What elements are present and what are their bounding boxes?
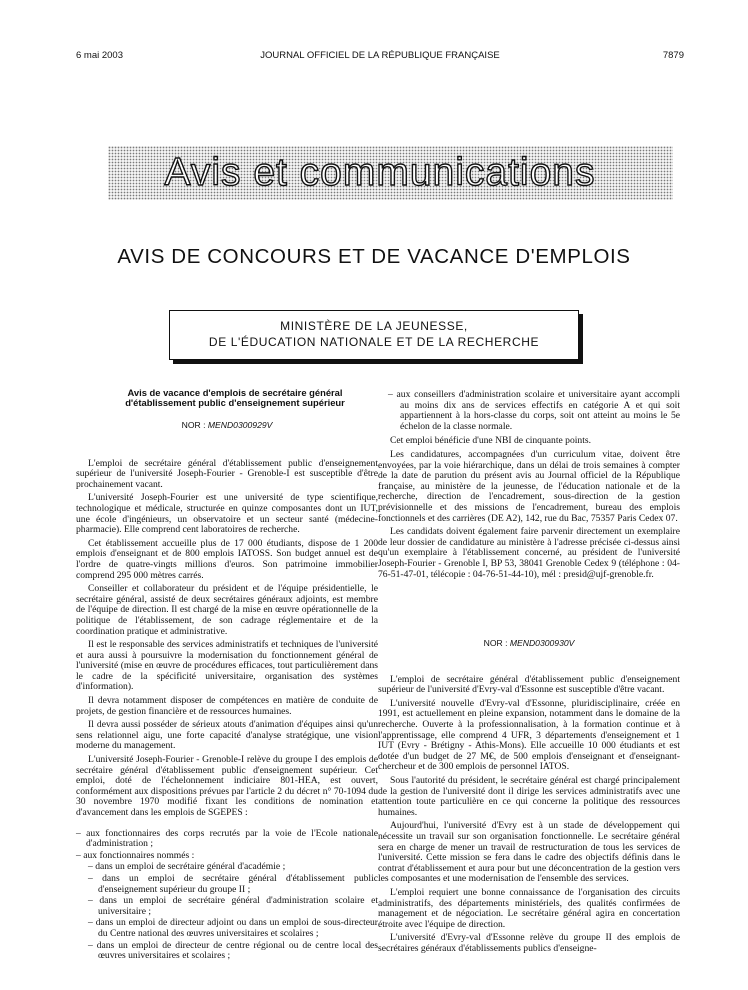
paragraph: Les candidatures, accompagnées d'un curriculum vitae, doivent être envoyées, par la voie hiérarchique, dans un délai de trois semaines à compter de la date de parution du présent avis au Journal officiel de la République française, au ministère de la jeunesse, de l'éducation nationale et de la recherche, direction de l'encadrement, sous-direction de la gestion prévisionnelle et des missions de l'encadrement, bureau des emplois fonctionnels et des carrières (DE A2), 142, rue du Bac, 75357 Paris Cedex 07. [378,448,680,524]
list-item: – aux conseillers d'administration scolaire et universitaire ayant accompli au moins dix ans de services effectifs en catégorie A et qui soit appartiennent à la hors-classe du corps, soit ont atteint au moins le 5e échelon de la classe normale. [388,389,680,432]
ministry-line-1: MINISTÈRE DE LA JEUNESSE, [280,319,468,333]
nor-reference [76,420,378,431]
list-item: – dans un emploi de secrétaire général d'administration scolaire et universitaire ; [88,895,378,917]
nor-reference [378,638,680,649]
article-title [76,388,378,408]
journal-title: JOURNAL OFFICIEL DE LA RÉPUBLIQUE FRANÇAISE [260,50,500,61]
paragraph: L'emploi de secrétaire général d'établissement public d'enseignement supérieur de l'université d'Evry-val d'Essonne est susceptible d'être vacant. [378,673,680,696]
nor-label: NOR : [483,638,508,649]
paragraph: L'université Joseph-Fourier est une université de type scientifique, technologique et médicale, structurée en quinze composantes dont un IUT, une école d'ingénieurs, un observatoire et un secteur santé (médecine-pharmacie). Elle comprend cent laboratoires de recherche. [76,492,378,536]
section-title: AVIS DE CONCOURS ET DE VACANCE D'EMPLOIS [117,245,631,268]
nor-code: MEND0300930V [509,638,575,649]
ministry-line-2: DE L'ÉDUCATION NATIONALE ET DE LA RECHERCHE [208,335,540,349]
article-title-line-1: Avis de vacance d'emplois de secrétaire général [127,387,343,398]
article-title-line-2: d'établissement public d'enseignement supérieur [125,397,345,408]
list-item: – dans un emploi de secrétaire général d'établissement public d'enseignement supérieur du groupe II ; [88,872,378,895]
list-item: – dans un emploi de secrétaire général d'académie ; [88,861,286,873]
paragraph: Sous l'autorité du président, le secrétaire général est chargé principalement de la gestion de l'université dont il dirige les services administratifs avec une attention toute particulière en ce qui concerne la politique des ressources humaines. [378,775,680,818]
running-head [76,50,684,64]
paragraph: Cet emploi bénéficie d'une NBI de cinquante points. [390,435,592,447]
paragraph: L'université Joseph-Fourier - Grenoble-I relève du groupe I des emplois de secrétaire général d'établissement public d'enseignement supérieur. Cet emploi, doté de l'échelonnement indiciaire 801-HEA, est ouvert, conformément aux dispositions prévues par l'article 2 du décret n° 70-1094 du 30 novembre 1970 modifié fixant les conditions de nomination et d'avancement dans les emplois de SGEPES : [76,754,378,818]
paragraph: Conseiller et collaborateur du président et de l'équipe présidentielle, le secrétaire général, assisté de deux secrétaires généraux adjoints, est membre de l'équipe de direction. Il est chargé de la mise en œuvre opérationnelle de la politique de l'établissement, de son cadrage réglementaire et de la coordination pratique et administrative. [76,583,378,637]
list-item: – aux fonctionnaires nommés : [76,849,195,861]
nor-label: NOR : [181,420,206,430]
left-column [76,388,378,963]
page-date: 6 mai 2003 [76,50,124,61]
banner-title: Avis et communications [164,151,596,194]
paragraph: L'université nouvelle d'Evry-val d'Essonne, pluridisciplinaire, créée en 1991, est actuellement en pleine expansion, notamment dans le domaine de la recherche. Ouverte à la professionnalisation, à la formation continue et à l'apprentissage, elle comprend 4 UFR, 3 départements d'enseignement et 1 IUT (Evry - Brétigny - Athis-Mons). Elle accueille 10 000 étudiants et est dotée d'un budget de 27 M€, de 500 emplois d'enseignant et d'enseignant-chercheur et de 300 emplois de personnel IATOS. [378,697,680,773]
paragraph: L'emploi requiert une bonne connaissance de l'organisation des circuits administratifs, des départements ministériels, des qualités confirmées de management et de négociation. Le secrétaire général agira en concertation étroite avec l'équipe de direction. [378,886,680,930]
paragraph: Cet établissement accueille plus de 17 000 étudiants, dispose de 1 200 emplois d'enseignant et de 800 emplois IATOSS. Son budget annuel est de l'ordre de quatre-vingts millions d'euros. Son patrimoine immobilier comprend 295 000 mètres carrés. [76,537,378,581]
eligibility-list [76,829,378,962]
paragraph: Aujourd'hui, l'université d'Evry est à un stade de développement qui nécessite un travail sur son organisation fonctionnelle. Le secrétaire général sera en charge de mener un travail de restructuration de tous les services de l'université. Cette mission se fera dans le cadre des objectifs définis dans le contrat d'établissement et aura pour but une déconcentration de la gestion vers les composantes et une modernisation de l'ensemble des services. [378,820,680,885]
paragraph: L'emploi de secrétaire général d'établissement public d'enseignement supérieur de l'université Joseph-Fourier - Grenoble-I est susceptible d'être prochainement vacant. [76,457,378,490]
page-number: 7879 [662,50,684,61]
paragraph: Il devra notamment disposer de compétences en matière de conduite de projets, de gestion financière et de ressources humaines. [76,695,378,717]
paragraph: Les candidats doivent également faire parvenir directement un exemplaire de leur dossier de candidature au ministère à l'adresse précisée ci-dessus ainsi qu'un exemplaire à l'établissement concerné, au président de l'université Joseph-Fourier - Grenoble I, BP 53, 38041 Grenoble Cedex 9 (téléphone : 04-76-51-47-01, télécopie : 04-76-51-44-10), mél : presid@ujf-grenoble.fr. [378,526,680,580]
list-item: – aux fonctionnaires des corps recrutés par la voie de l'Ecole nationale d'administration ; [76,827,378,850]
nor-code: MEND0300929V [207,420,273,430]
list-item: – dans un emploi de directeur adjoint ou dans un emploi de sous-directeur du Centre national des œuvres universitaires et scolaires ; [88,917,378,939]
right-column [378,390,680,958]
list-item: – dans un emploi de directeur de centre régional ou de centre local des œuvres universitaires et scolaires ; [88,939,378,962]
paragraph: L'université d'Evry-val d'Essonne relève du groupe II des emplois de secrétaires généraux d'établissements publics d'enseigne- [378,932,680,954]
paragraph: Il devra aussi posséder de sérieux atouts d'animation d'équipes ainsi qu'un sens relationnel aigu, une forte capacité d'analyse stratégique, une vision moderne du management. [76,719,378,752]
ministry-box [169,310,579,360]
paragraph: Il est le responsable des services administratifs et techniques de l'université et aura aussi à poursuivre la modernisation du fonctionnement général de l'université (mise en œuvre de procédures efficaces, tout particulièrement dans le cadre de la spécificité universitaire, organisation des systèmes d'information). [76,639,378,693]
